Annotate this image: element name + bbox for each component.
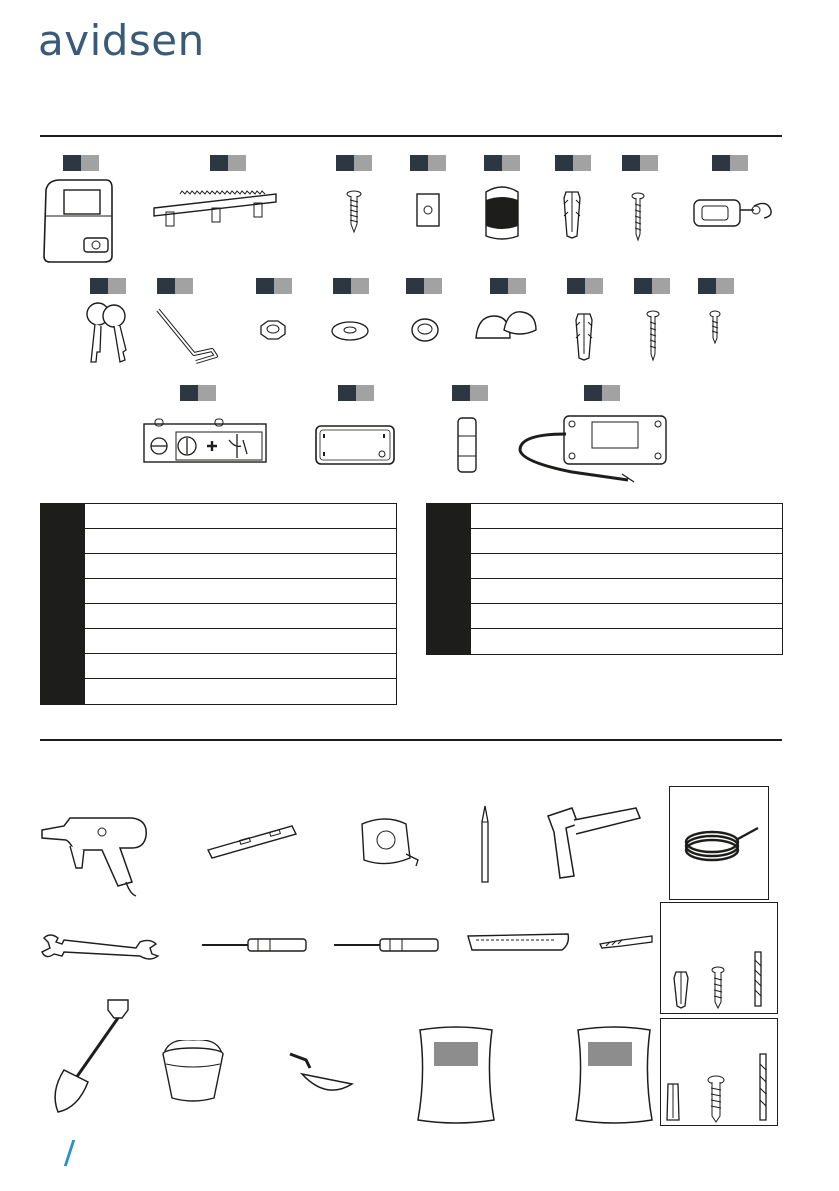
item-badge xyxy=(712,155,748,171)
photocell-image xyxy=(456,416,478,474)
table-row xyxy=(85,629,396,654)
item-badge xyxy=(180,385,216,401)
table-side-bar xyxy=(427,504,471,654)
warning-light-image xyxy=(483,184,521,242)
item-badge xyxy=(333,278,369,294)
wrench-image xyxy=(40,930,160,962)
release-lock-label-image xyxy=(143,418,267,464)
stopper-caps-image xyxy=(474,308,538,346)
drill-bit-image xyxy=(598,934,654,950)
table-row xyxy=(85,654,396,679)
item-badge xyxy=(410,155,446,171)
remote-control-image xyxy=(690,194,780,232)
phillips-screwdriver-image xyxy=(200,936,308,954)
section-divider-top xyxy=(40,135,782,137)
item-badge xyxy=(406,278,442,294)
flat-washer-image xyxy=(330,320,370,342)
cutter-image xyxy=(466,930,572,954)
parts-table-left xyxy=(40,503,397,705)
item-badge xyxy=(210,155,246,171)
table-row xyxy=(85,504,396,529)
table-row xyxy=(471,554,782,579)
item-badge xyxy=(157,278,193,294)
table-row xyxy=(85,604,396,629)
spring-washer-image xyxy=(410,316,440,344)
table-row xyxy=(471,579,782,604)
table-row xyxy=(471,529,782,554)
item-badge xyxy=(336,155,372,171)
drill-image xyxy=(40,806,150,898)
item-badge xyxy=(634,278,670,294)
table-row xyxy=(85,579,396,604)
pencil-image xyxy=(479,804,491,884)
item-badge xyxy=(584,385,620,401)
wall-plug-image xyxy=(572,312,596,362)
item-badge xyxy=(452,385,488,401)
table-side-bar xyxy=(41,504,85,704)
tape-measure-image xyxy=(356,814,422,872)
item-badge xyxy=(338,385,374,401)
keys-image xyxy=(78,300,134,370)
item-badge xyxy=(555,155,591,171)
flat-screwdriver-image xyxy=(332,936,440,954)
item-badge xyxy=(567,278,603,294)
item-badge xyxy=(256,278,292,294)
table-row xyxy=(85,529,396,554)
brand-logo: avidsen xyxy=(38,16,205,65)
item-badge xyxy=(490,278,526,294)
screw-image xyxy=(344,190,364,234)
trowel-image xyxy=(286,1050,356,1096)
shovel-image xyxy=(48,996,138,1116)
sand-bag-image xyxy=(572,1024,656,1126)
screw-image xyxy=(708,310,722,344)
wall-plate-image xyxy=(416,193,440,227)
control-box-image xyxy=(512,412,672,486)
item-badge xyxy=(698,278,734,294)
table-row xyxy=(85,679,396,703)
fixings-kit-small-icon xyxy=(670,950,770,1010)
mounting-plate-image xyxy=(314,424,396,466)
table-row xyxy=(85,554,396,579)
section-divider-tools xyxy=(40,739,782,741)
screw-image xyxy=(630,192,646,242)
motor-unit-image xyxy=(40,176,116,266)
parts-table-right xyxy=(426,503,783,655)
cement-bag-image xyxy=(414,1024,498,1126)
hammer-image xyxy=(546,806,642,884)
bucket-image xyxy=(158,1040,228,1104)
threaded-rod-image xyxy=(154,306,220,368)
page-accent-mark xyxy=(64,1140,75,1166)
item-badge xyxy=(622,155,658,171)
cable-icon xyxy=(680,820,760,870)
table-row xyxy=(471,604,782,629)
hex-nut-image xyxy=(258,318,288,342)
fixings-kit-large-icon xyxy=(664,1052,772,1124)
spirit-level-image xyxy=(206,822,298,862)
item-badge xyxy=(484,155,520,171)
table-row xyxy=(471,629,782,653)
wall-plug-image xyxy=(560,190,584,240)
table-row xyxy=(471,504,782,529)
screw-image xyxy=(645,310,661,362)
item-badge xyxy=(90,278,126,294)
item-badge xyxy=(63,155,99,171)
gear-rack-image xyxy=(150,190,280,232)
